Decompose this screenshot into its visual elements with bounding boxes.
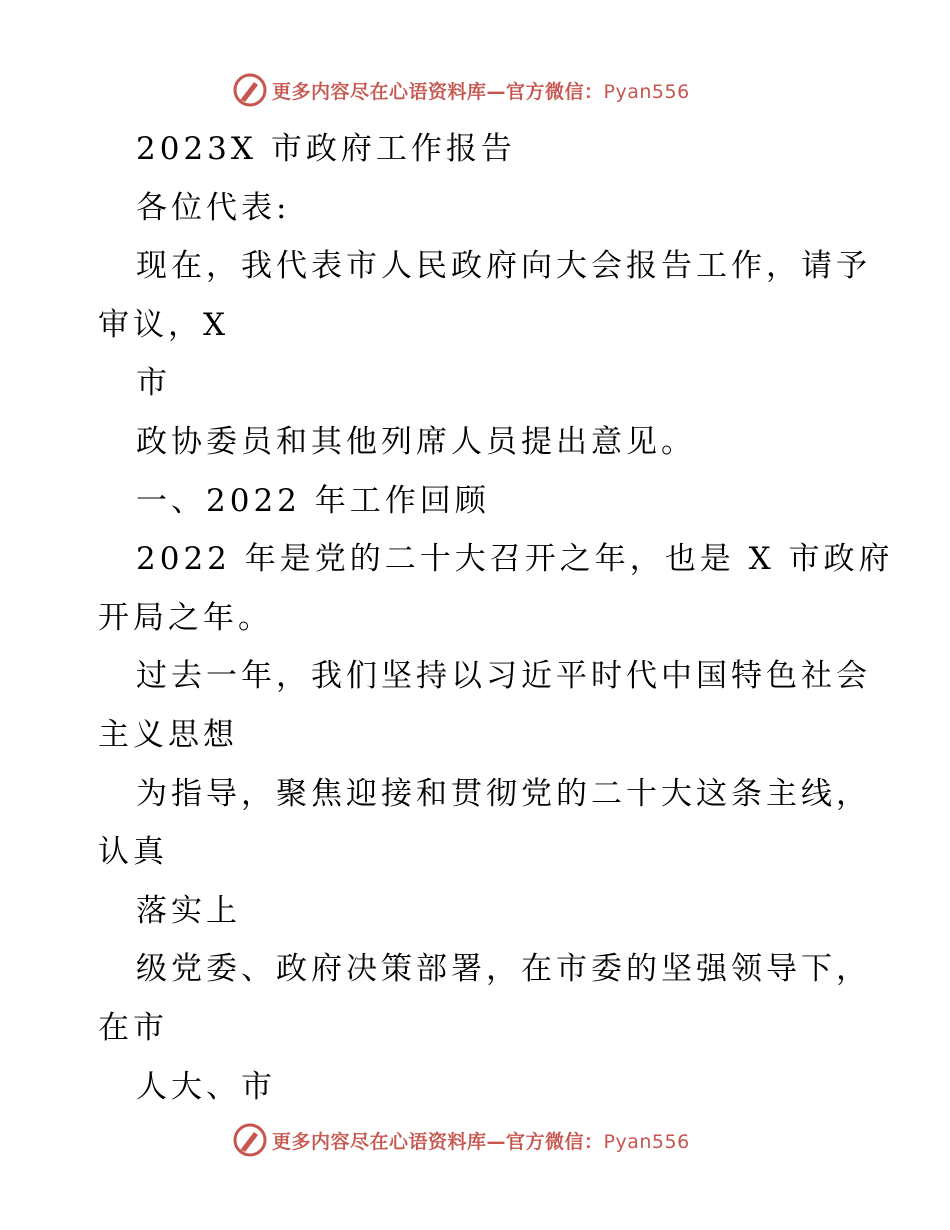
text-line: 一、2022 年工作回顾 xyxy=(136,482,490,519)
header-watermark xyxy=(232,70,690,110)
text-line: 2023X 市政府工作报告 xyxy=(136,131,516,167)
text-line: 人大、市 xyxy=(136,1068,276,1105)
text-line: 在市 xyxy=(98,1009,168,1046)
text-line: 过去一年，我们坚持以习近平时代中国特色社会 xyxy=(136,658,871,695)
text-line: 现在，我代表市人民政府向大会报告工作，请予 xyxy=(136,248,871,285)
text-line: 认真 xyxy=(98,834,168,871)
text-line: 政协委员和其他列席人员提出意见。 xyxy=(136,423,696,460)
text-line: 落实上 xyxy=(136,892,241,929)
footer-watermark xyxy=(232,1120,690,1160)
text-line: 级党委、政府决策部署，在市委的坚强领导下， xyxy=(136,951,871,988)
text-line: 2022 年是党的二十大召开之年，也是 X 市政府 xyxy=(136,541,894,578)
text-line: 为指导，聚焦迎接和贯彻党的二十大这条主线， xyxy=(136,775,871,812)
pen-logo-icon xyxy=(232,72,268,108)
banner-text: 更多内容尽在心语资料库—官方微信：Pyan556 xyxy=(272,1130,690,1153)
wechat-id: Pyan556 xyxy=(603,1130,690,1153)
banner-text: 更多内容尽在心语资料库—官方微信：Pyan556 xyxy=(272,80,690,103)
pen-logo-icon xyxy=(232,1122,268,1158)
document-body xyxy=(98,120,894,1116)
text-line: 各位代表: xyxy=(136,189,291,226)
text-line: 开局之年。 xyxy=(98,599,273,636)
text-line: 市 xyxy=(136,365,171,402)
wechat-id: Pyan556 xyxy=(603,80,690,103)
text-line: 审议，X xyxy=(98,306,230,343)
text-line: 主义思想 xyxy=(98,716,238,753)
